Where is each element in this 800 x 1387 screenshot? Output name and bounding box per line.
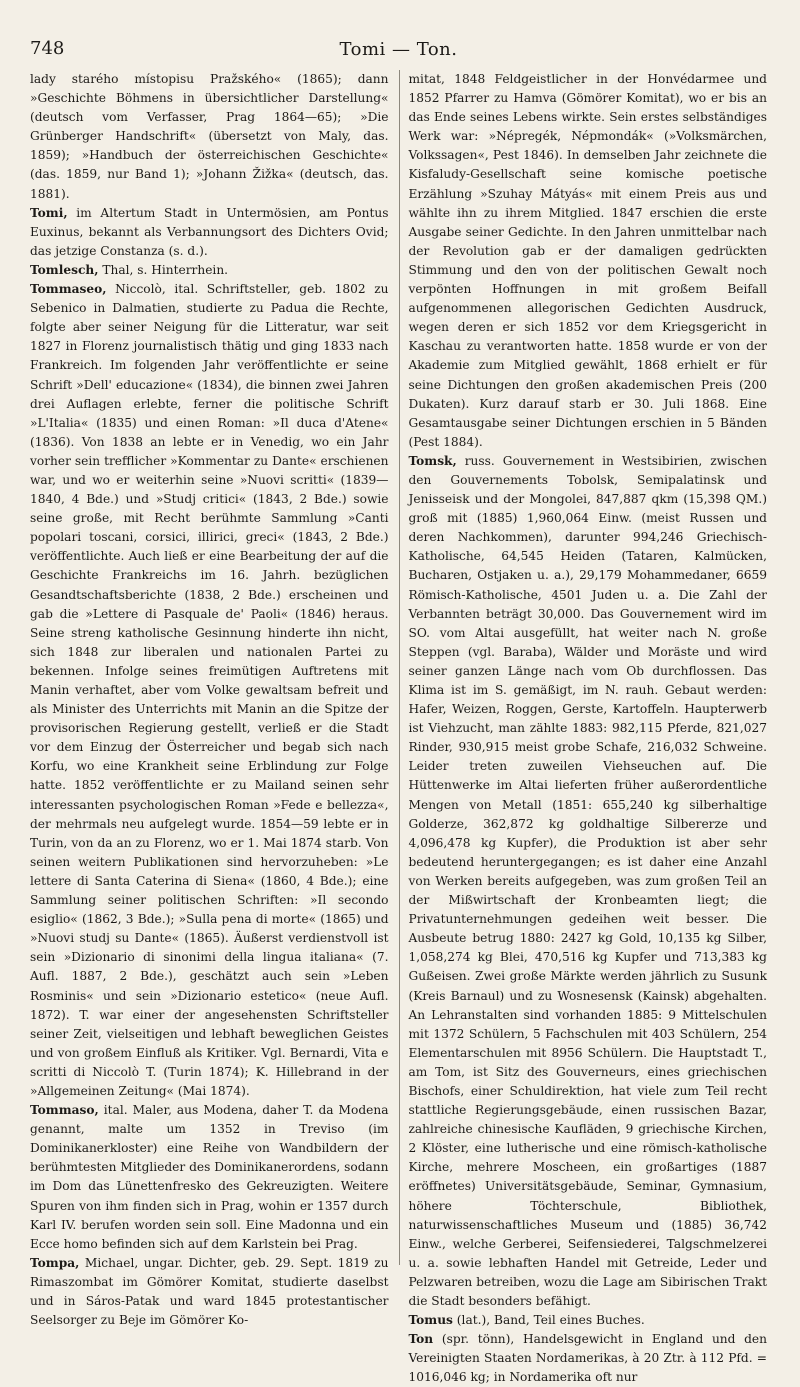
entry-text: Michael, ungar. Dichter, geb. 29. Sept. 1819 zu Rimaszombat im Gömörer Komitat, studierte daselbst und in Sáros-Patak und ward 1845 protestantischer Seelsorger zu Beje im Gömörer Ko- xyxy=(30,1255,389,1328)
entry-headword: Tompa, xyxy=(30,1255,80,1270)
entry-continuation xyxy=(409,70,768,452)
entry-text: russ. Gouvernement in Westsibirien, zwischen den Gouvernements Tobolsk, Semipalatinsk und Jenisseisk und der Mongolei, 847,887 qkm (15,398 QM.) groß mit (1885) 1,960,064 Einw. (meist Russen und deren Nachkommen), darunter 994,246 Griechisch-Katholische, 64,545 Heiden (Tataren, Kalmücken, Bucharen, Ostjaken u. a.), 29,179 Mohammedaner, 6659 Römisch-Katholische, 4501 Juden u. a. Die Zahl der Verbannten beträgt 30,000. Das Gouvernement wird im SO. vom Altai ausgefüllt, hat weiter nach N. große Steppen (vgl. Baraba), Wälder und Moräste und wird seiner ganzen Länge nach vom Ob durchflossen. Das Klima ist im S. gemäßigt, im N. rauh. Gebaut werden: Hafer, Weizen, Roggen, Gerste, Kartoffeln. Haupterwerb ist Viehzucht, man zählte 1883: 982,115 Pferde, 821,027 Rinder, 930,915 meist grobe Schafe, 216,032 Schweine. Leider treten zuweilen Viehseuchen auf. Die Hüttenwerke im Altai lieferten früher außerordentliche Mengen von Metall (1851: 655,240 kg silberhaltige Golderze, 362,872 kg goldhaltige Silbererze und 4,096,478 kg Kupfer), die Produktion ist aber sehr bedeutend heruntergegangen; es ist daher eine Anzahl von Werken bereits aufgegeben, was zum großen Teil an der Mißwirtschaft der Kronbeamten liegt; die Privatunternehmungen gedeihen weit besser. Die Ausbeute betrug 1880: 2427 kg Gold, 10,135 kg Silber, 1,058,274 kg Blei, 470,516 kg Kupfer und 713,383 kg Gußeisen. Zwei große Märkte werden jährlich zu Susunk (Kreis Barnaul) und zu Wosnesensk (Kainsk) abgehalten. An Lehranstalten sind vorhanden 1885: 9 Mittelschulen mit 1372 Schülern, 5 Fachschulen mit 403 Schülern, 254 Elementarschulen mit 8956 Schülern. Die Hauptstadt T., am Tom, ist Sitz des Gouverneurs, eines griechischen Bischofs, einer Schuldirektion, hat viele zum Teil recht stattliche Regierungsgebäude, einen russischen Bazar, zahlreiche chinesische Kaufläden, 9 griechische Kirchen, 2 Klöster, eine lutherische und eine römisch-katholische Kirche, mehrere Moscheen, ein großartiges (1887 eröffnetes) Universitätsgebäude, Seminar, Gymnasium, höhere Töchterschule, Bibliothek, naturwissenschaftliches Museum und (1885) 36,742 Einw., welche Gerberei, Seifensiederei, Talgschmelzerei u. a. sowie lebhaften Handel mit Getreide, Leder und Pelzwaren betreiben, wozu die Lage am Sibirischen Trakt die Stadt besonders befähigt. xyxy=(408,453,767,1308)
entry-headword: Tommaso, xyxy=(30,1103,99,1118)
entry-headword: Tomsk, xyxy=(408,453,457,468)
entry-tomlesch xyxy=(30,261,389,280)
page-number: 748 xyxy=(30,38,65,59)
entry-ton xyxy=(409,1330,768,1387)
entry-text: Niccolò, ital. Schriftsteller, geb. 1802 zu Sebenico in Dalmatien, studierte zu Padua die Rechte, folgte aber seiner Neigung für die Litteratur, war seit 1827 in Florenz journalistisch thätig und ging 1833 nach Frankreich. Im folgenden Jahr veröffentlichte er seine Schrift »Dell' educazione« (1834), die binnen zwei Jahren drei Auflagen erlebte, ferner die politische Schrift »L'Italia« (1835) und einen Roman: »Il duca d'Atene« (1836). Von 1838 an lebte er in Venedig, wo ein Jahr vorher sein trefflicher »Kommentar zu Dante« erschienen war, und wo er weiterhin seine »Nuovi scritti« (1839—1840, 4 Bde.) und »Studj critici« (1843, 2 Bde.) sowie seine große, mit Recht berühmte Sammlung »Canti popolari toscani, corsici, illirici, greci« (1843, 2 Bde.) veröffentlichte. Auch ließ er eine Bearbeitung der auf die Geschichte Frankreichs im 16. Jahrh. bezüglichen Gesandtschaftsberichte (1838, 2 Bde.) erscheinen und gab die »Lettere di Pasquale de' Paoli« (1846) heraus. Seine streng katholische Gesinnung hinderte ihn nicht, sich 1848 zur liberalen und nationalen Partei zu bekennen. Infolge seines freimütigen Auftretens mit Manin verhaftet, aber vom Volke gewaltsam befreit und als Minister des Unterrichts mit Manin an die Spitze der provisorischen Regierung gestellt, verließ er die Stadt vor dem Einzug der Österreicher und begab sich nach Korfu, wo eine Krankheit seine Erblindung zur Folge hatte. 1852 veröffentlichte er zu Mailand seinen sehr interessanten psychologischen Roman »Fede e bellezza«, der mehrmals neu aufgelegt wurde. 1854—59 lebte er in Turin, von da an zu Florenz, wo er 1. Mai 1874 starb. Von seinen weitern Publikationen sind hervorzuheben: »Le lettere di Santa Caterina di Siena« (1860, 4 Bde.); eine Sammlung seiner politischen Schriften: »Il secondo esiglio« (1862, 3 Bde.); »Sulla pena di morte« (1865) und »Nuovi studj su Dante« (1865). Äußerst verdienstvoll ist sein »Dizionario di sinonimi della lingua italiana« (7. Aufl. 1887, 2 Bde.), geschätzt auch sein »Leben Rosminis« und sein »Dizionario estetico« (neue Aufl. 1872). T. war einer der angesehensten Schriftsteller seiner Zeit, vielseitigen und lebhaft beweglichen Geistes und von großem Einfluß als Kritiker. Vgl. Bernardi, Vita e scritti di Niccolò T. (Turin 1874); K. Hillebrand in der »Allgemeinen Zeitung« (Mai 1874). xyxy=(30,282,389,1098)
entry-tommaseo xyxy=(30,280,389,1101)
entry-text: im Altertum Stadt in Untermösien, am Pontus Euxinus, bekannt als Verbannungsort des Dichters Ovid; das jetzige Constanza (s. d.). xyxy=(30,205,389,258)
entry-text: (lat.), Band, Teil eines Buches. xyxy=(456,1313,645,1328)
entry-headword: Ton xyxy=(408,1332,434,1347)
entry-tomus xyxy=(409,1311,768,1330)
page-header xyxy=(30,34,767,64)
right-column xyxy=(409,70,768,1387)
entry-tommaso xyxy=(30,1101,389,1254)
entry-text: mitat, 1848 Feldgeistlicher in der Honvédarmee und 1852 Pfarrer zu Hamva (Gömörer Komitat), wo er bis an das Ende seines Lebens wirkte. Sein erstes selbständiges Werk war: »Népregék, Népmondák« (»Volksmärchen, Volkssagen«, Pest 1846). In demselben Jahr zeichnete die Kisfaludy-Gesellschaft seine komische poetische Erzählung »Szuhay Mátyás« mit einem Preis aus und wählte ihn zu ihrem Mitglied. 1847 erschien die erste Ausgabe seiner Gedichte. In den Jahren unmittelbar nach der Revolution gab er der damaligen gedrückten Stimmung und den von der politischen Gewalt noch verpönten Hoffnungen in mit großem Beifall aufgenommenen allegorischen Gedichten Ausdruck, wegen deren er sich 1852 vor dem Kriegsgericht in Kaschau zu verantworten hatte. 1858 wurde er von der Akademie zum Mitglied gewählt, 1868 erhielt er für seine Dichtungen den großen akademischen Preis (200 Dukaten). Kurz darauf starb er 30. Juli 1868. Eine Gesamtausgabe seiner Dichtungen erschien in 5 Bänden (Pest 1884). xyxy=(408,72,767,449)
entry-headword: Tomlesch, xyxy=(30,262,99,277)
entry-headword: Tommaseo, xyxy=(30,282,107,297)
running-head: Tomi — Ton. xyxy=(339,38,458,60)
entry-continuation xyxy=(30,70,389,204)
text-columns xyxy=(30,70,767,1385)
entry-tomsk xyxy=(409,452,768,1311)
entry-tomi xyxy=(30,204,389,261)
left-column xyxy=(30,70,389,1387)
entry-headword: Tomi, xyxy=(30,205,68,220)
entry-tompa xyxy=(30,1254,389,1330)
entry-text: Thal, s. Hinterrhein. xyxy=(102,262,229,277)
entry-text: (spr. tönn), Handelsgewicht in England und den Vereinigten Staaten Nordamerikas, à 20 Ztr. à 112 Pfd. = 1016,046 kg; in Nordamerika oft nur xyxy=(408,1332,767,1385)
entry-text: lady starého místopisu Pražského« (1865); dann »Geschichte Böhmens in übersichtlicher Darstellung« (deutsch vom Verfasser, Prag 1864—65); »Die Grünberger Handschrift« (übersetzt von Maly, das. 1859); »Handbuch der österreichischen Geschichte« (das. 1859, nur Band 1); »Johann Žižka« (deutsch, das. 1881). xyxy=(30,72,389,201)
entry-text: ital. Maler, aus Modena, daher T. da Modena genannt, malte um 1352 in Treviso (im Dominikanerkloster) eine Reihe von Wandbildern der berühmtesten Mitglieder des Dominikanerordens, sodann im Dom das Lünettenfresko des Gekreuzigten. Weitere Spuren von ihm finden sich in Prag, wohin er 1357 durch Karl IV. berufen worden sein soll. Eine Madonna und ein Ecce homo befinden sich auf dem Karlstein bei Prag. xyxy=(30,1103,389,1251)
entry-headword: Tomus xyxy=(408,1313,453,1328)
